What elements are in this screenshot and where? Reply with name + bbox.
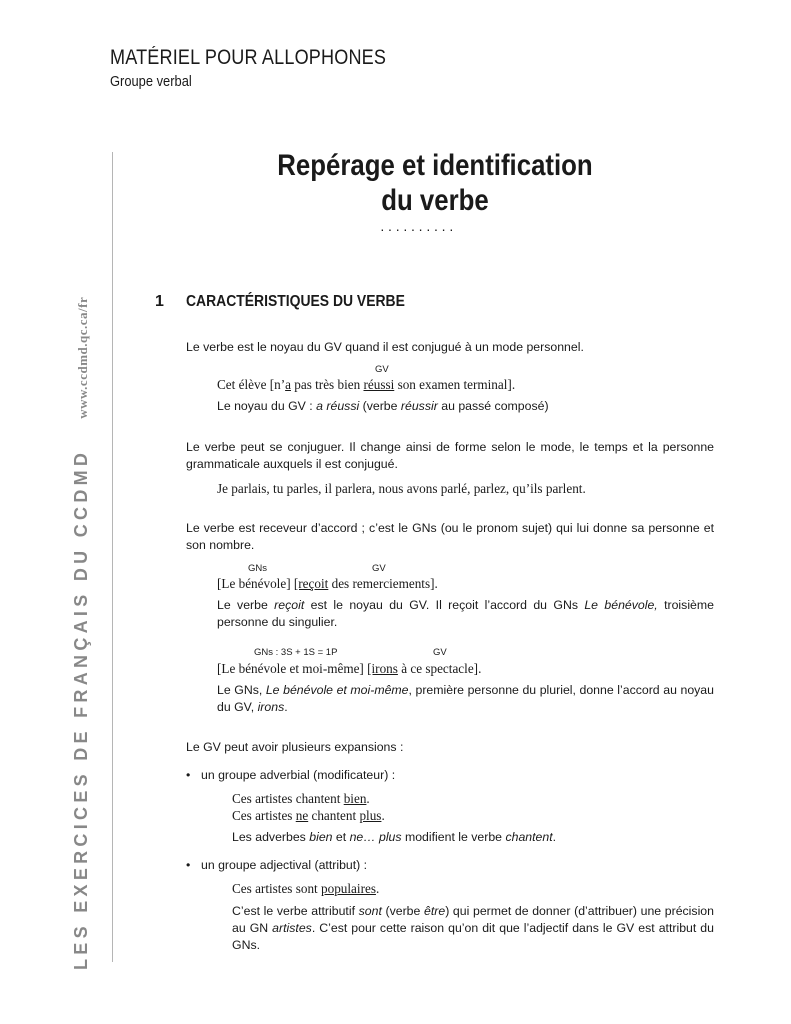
b4-b1-example2: Ces artistes ne chantent plus. — [232, 808, 385, 823]
b4-bullet2: • un groupe adjectival (attribut) : — [186, 858, 368, 872]
b2-example: Je parlais, tu parles, il parlera, nous avons parlé, parlez, qu’ils parlent. — [217, 481, 586, 496]
b4-b2-note: C’est le verbe attributif sont (verbe être) qui permet de donner (d’attribuer) une précision au GN artistes. C’est pour cette raison qu’on dit que l’adjectif dans le GV est attribut du GNs. — [232, 904, 714, 952]
sidebar-text — [71, 297, 92, 970]
title-dots: ·········· — [380, 221, 457, 237]
b1-intro: Le verbe est le noyau du GV quand il est conjugué à un mode personnel. — [186, 340, 584, 354]
b3-example2: [Le bénévole et moi-même] [irons à ce spectacle]. — [217, 661, 482, 676]
bullet-icon: • — [186, 858, 191, 872]
section-title: CARACTÉRISTIQUES DU VERBE — [186, 293, 405, 310]
sidebar-series: LES EXERCICES DE FRANÇAIS DU CCDMD — [71, 448, 91, 970]
section-number: 1 — [155, 293, 164, 310]
b1-example: Cet élève [n’a pas très bien réussi son examen terminal]. — [217, 377, 516, 392]
b3-label-gv: GV — [372, 563, 386, 574]
header-title: MATÉRIEL POUR ALLOPHONES — [110, 46, 387, 69]
b1-note: Le noyau du GV : a réussi (verbe réussir au passé composé) — [217, 399, 549, 413]
b4-b2-example: Ces artistes sont populaires. — [232, 881, 380, 896]
b2-intro: Le verbe peut se conjuguer. Il change ainsi de forme selon le mode, le temps et la personne grammaticale auxquels il est conjugué. — [186, 440, 714, 471]
b4-bullet1: • un groupe adverbial (modificateur) : — [186, 768, 396, 782]
b4-intro: Le GV peut avoir plusieurs expansions : — [186, 740, 404, 754]
b4-b1-example1: Ces artistes chantent bien. — [232, 791, 370, 806]
b4-b1-note: Les adverbes bien et ne… plus modifient le verbe chantent. — [232, 830, 557, 844]
page-title — [233, 148, 637, 218]
b3-label2-gv: GV — [433, 647, 447, 658]
b3-label-gns: GNs — [248, 563, 267, 574]
b3-note2: Le GNs, Le bénévole et moi-même, première personne du pluriel, donne l’accord au noyau du GV, irons. — [217, 683, 714, 714]
b1-label-gv: GV — [375, 364, 389, 375]
b3-intro: Le verbe est receveur d’accord ; c’est le GNs (ou le pronom sujet) qui lui donne sa personne et son nombre. — [186, 521, 714, 552]
bullet-icon: • — [186, 768, 191, 782]
b3-note1: Le verbe reçoit est le noyau du GV. Il reçoit l’accord du GNs Le bénévole, troisième personne du singulier. — [217, 598, 714, 629]
header-subtitle: Groupe verbal — [110, 73, 192, 90]
b3-label2-gns: GNs : 3S + 1S = 1P — [254, 647, 338, 658]
b3-example1: [Le bénévole] [reçoit des remerciements]. — [217, 576, 438, 591]
sidebar-url: www.ccdmd.qc.ca/fr — [75, 296, 90, 419]
page-title-line2: du verbe — [381, 184, 489, 217]
sidebar — [52, 150, 132, 970]
page-title-line1: Repérage et identification — [277, 149, 593, 182]
